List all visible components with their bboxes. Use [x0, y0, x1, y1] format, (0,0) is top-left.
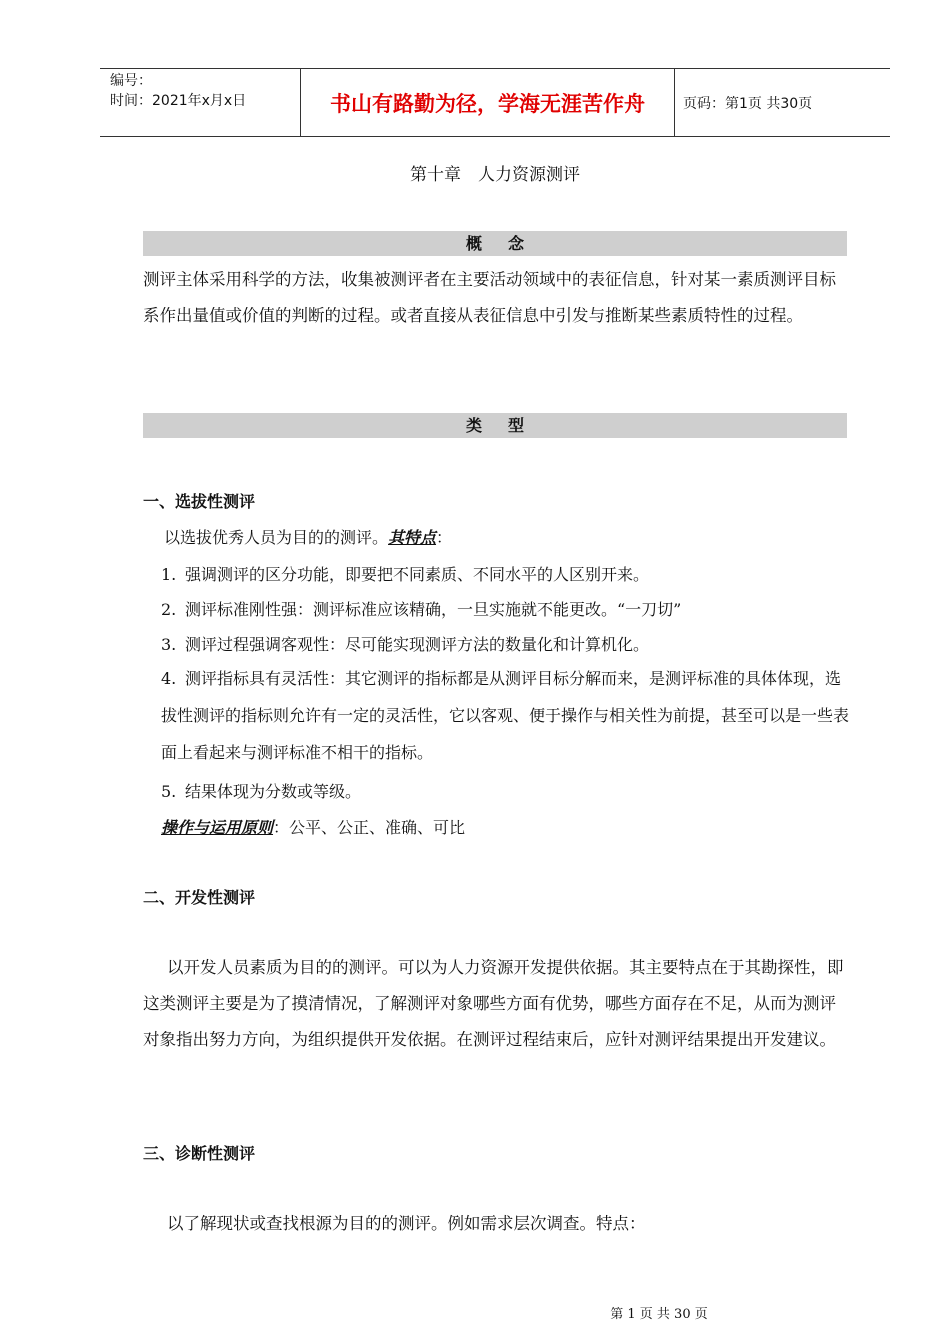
principle-label: 操作与运用原则 [161, 818, 274, 837]
list-item-number: 4. [161, 669, 177, 688]
serial-label: 编号： [110, 73, 152, 89]
section2-heading: 二、开发性测评 [143, 888, 256, 907]
header-left-cell [100, 69, 301, 136]
section1-intro [164, 525, 452, 548]
header-page-info: 页码：第1页 共30页 [683, 95, 813, 112]
list-item-number: 5. [161, 782, 177, 801]
document-header [100, 68, 890, 137]
feature-label: 其特点 [388, 528, 437, 547]
list-item-text: 结果体现为分数或等级。 [185, 782, 362, 801]
concept-text: 测评主体采用科学的方法，收集被测评者在主要活动领域中的表征信息，针对某一素质测评目标系作出量值或价值的判断的过程。或者直接从表征信息中引发与推断某些素质特性的过程。 [143, 270, 836, 325]
list-item-text: 测评过程强调客观性：尽可能实现测评方法的数量化和计算机化。 [185, 635, 650, 654]
principle-text: ：公平、公正、准确、可比 [273, 818, 466, 837]
list-item-number: 1. [161, 565, 177, 584]
list-item [161, 597, 681, 620]
concept-band: 概念 [143, 231, 847, 256]
list-item-text: 测评指标具有灵活性：其它测评的指标都是从测评目标分解而来，是测评标准的具体体现，选拔性测评的指标则允许有一定的灵活性，它以客观、便于操作与相关性为前提，甚至可以是一些表面上看起来与测评标准不相干的指标。 [161, 669, 850, 762]
section2-text: 以开发人员素质为目的的测评。可以为人力资源开发提供依据。其主要特点在于其勘探性，即这类测评主要是为了摸清情况，了解测评对象哪些方面有优势，哪些方面存在不足，从而为测评对象指出努力方向，为组织提供开发依据。在测评过程结束后，应针对测评结果提出开发建议。 [143, 958, 844, 1049]
page-footer: 第 1 页 共 30 页 [610, 1307, 708, 1322]
section3-text: 以了解现状或查找根源为目的的测评。例如需求层次调查。特点： [167, 1214, 646, 1233]
section3-heading: 三、诊断性测评 [143, 1144, 256, 1163]
list-item [161, 562, 649, 585]
principle-line [161, 815, 465, 838]
list-item-number: 3. [161, 635, 177, 654]
list-item [161, 779, 361, 802]
types-band: 类型 [143, 413, 847, 438]
list-item [161, 660, 851, 771]
header-slogan: 书山有路勤为径，学海无涯苦作舟 [301, 69, 675, 136]
time-label: 时间：2021年x月x日 [110, 93, 247, 109]
section1-heading: 一、选拔性测评 [143, 492, 256, 511]
chapter-title: 第十章 人力资源测评 [410, 165, 580, 185]
list-item-text: 强调测评的区分功能，即要把不同素质、不同水平的人区别开来。 [185, 565, 650, 584]
section1-intro-text: 以选拔优秀人员为目的的测评。 [164, 528, 389, 547]
feature-colon: ： [436, 528, 453, 547]
list-item-text: 测评标准刚性强：测评标准应该精确，一旦实施就不能更改。“一刀切” [185, 600, 682, 619]
list-item [161, 632, 649, 655]
list-item-number: 2. [161, 600, 177, 619]
